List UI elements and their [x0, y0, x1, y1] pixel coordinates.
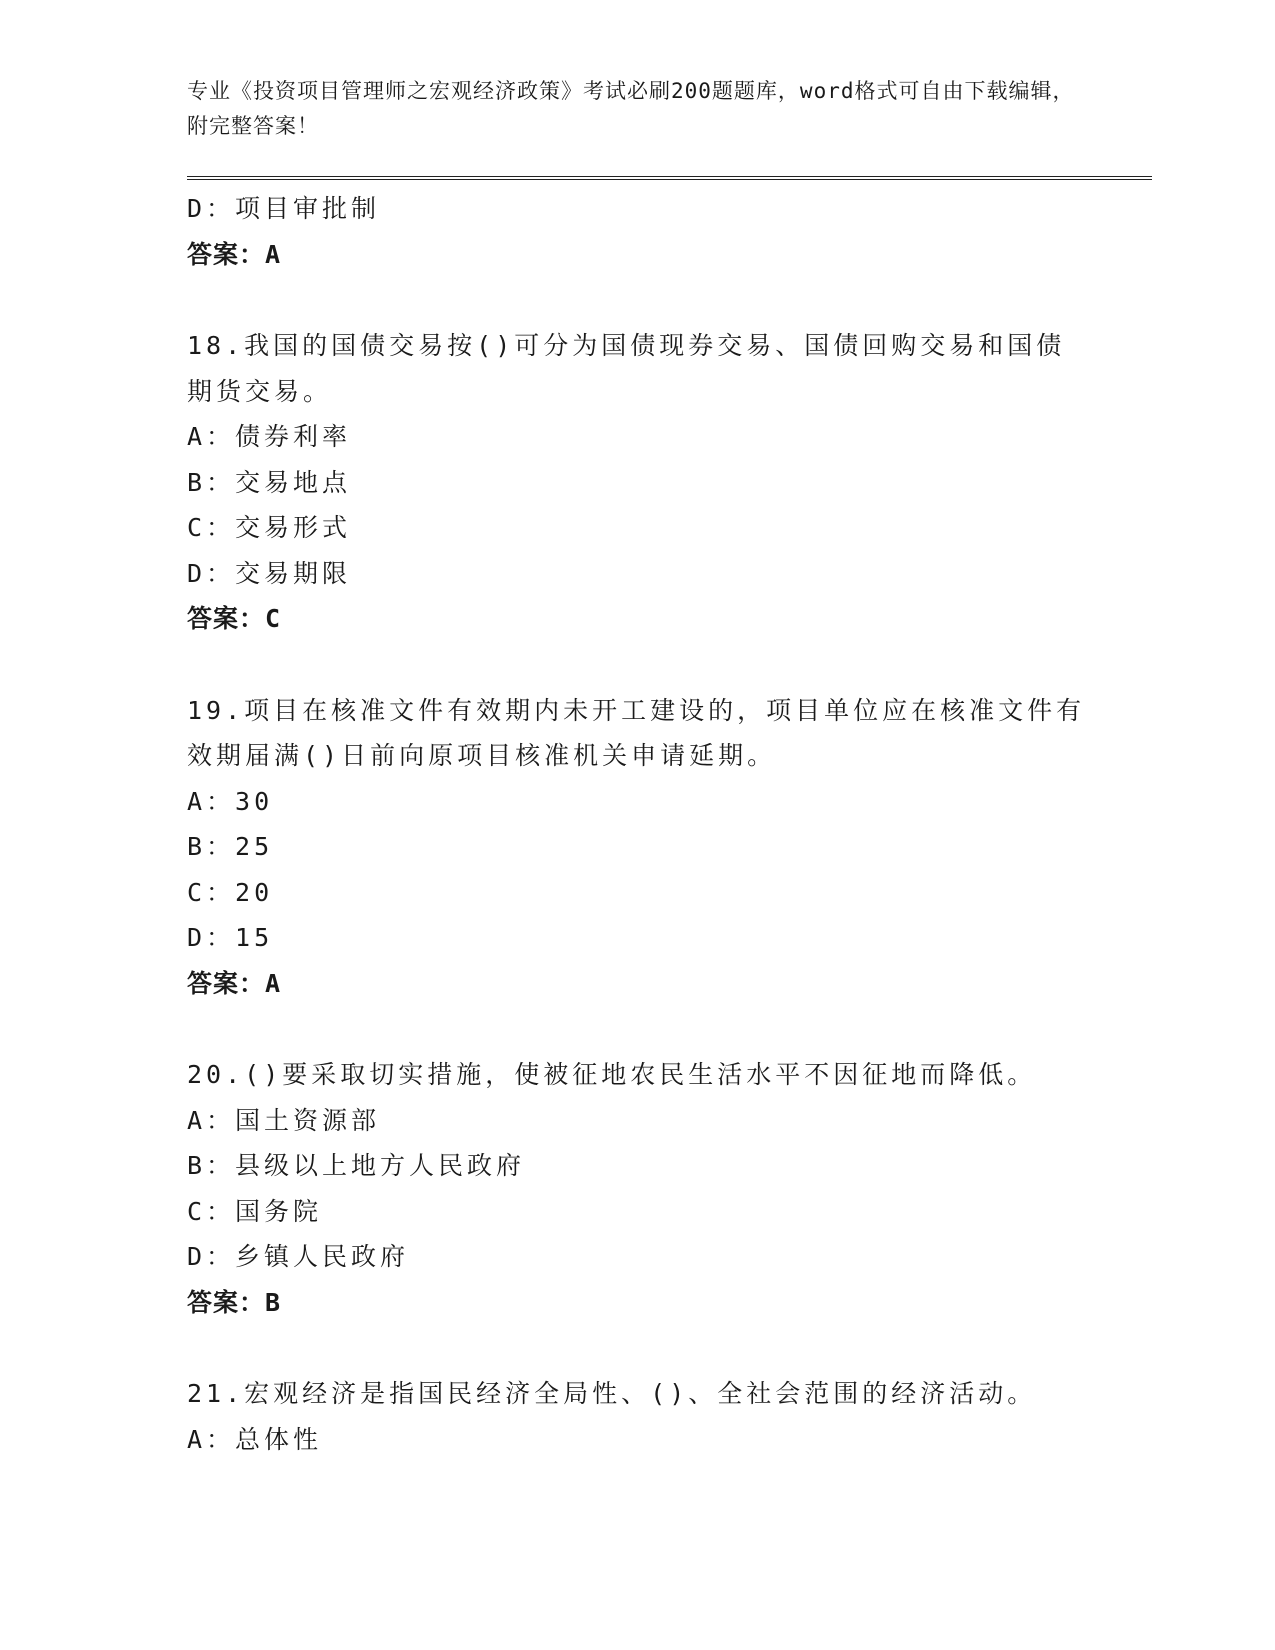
question-20 [187, 1052, 1087, 1325]
question-19 [187, 688, 1087, 1007]
option-a: A：国土资源部 [187, 1105, 381, 1135]
option-d: D：15 [187, 923, 274, 952]
option-a: A：30 [187, 786, 274, 816]
spacer [187, 642, 1087, 688]
option-d: D：交易期限 [187, 558, 352, 588]
option-b: B：25 [187, 832, 274, 861]
option-c: C：交易形式 [187, 513, 352, 542]
option-d-prev: D：项目审批制 [187, 194, 381, 223]
option-b: B：交易地点 [187, 467, 352, 497]
option-a: A：总体性 [187, 1424, 323, 1454]
option-b: B：县级以上地方人民政府 [187, 1151, 526, 1180]
option-c: C：国务院 [187, 1196, 323, 1226]
spacer [187, 1006, 1087, 1052]
page-header: 专业《投资项目管理师之宏观经济政策》考试必刷200题题库，word格式可自由下载编辑，附完整答案！ [187, 79, 1075, 138]
question-18 [187, 323, 1087, 642]
question-21 [187, 1371, 1087, 1462]
question-stem: 21.宏观经济是指国民经济全局性、()、全社会范围的经济活动。 [187, 1379, 1037, 1408]
spacer [187, 277, 1087, 323]
question-stem: 18.我国的国债交易按()可分为国债现券交易、国债回购交易和国债期货交易。 [187, 331, 1066, 406]
spacer [187, 1325, 1087, 1371]
answer: 答案：C [187, 604, 282, 633]
document-body [187, 186, 1087, 1462]
option-a: A：债券利率 [187, 422, 352, 451]
option-d: D：乡镇人民政府 [187, 1242, 410, 1271]
question-stem: 19.项目在核准文件有效期内未开工建设的，项目单位应在核准文件有效期届满()日前向原项目核准机关申请延期。 [187, 695, 1086, 770]
question-stem: 20.()要采取切实措施，使被征地农民生活水平不因征地而降低。 [187, 1060, 1037, 1089]
option-c: C：20 [187, 877, 274, 907]
answer-prev: 答案：A [187, 239, 282, 269]
header-divider [187, 176, 1152, 180]
answer: 答案：A [187, 968, 282, 998]
answer: 答案：B [187, 1287, 282, 1317]
